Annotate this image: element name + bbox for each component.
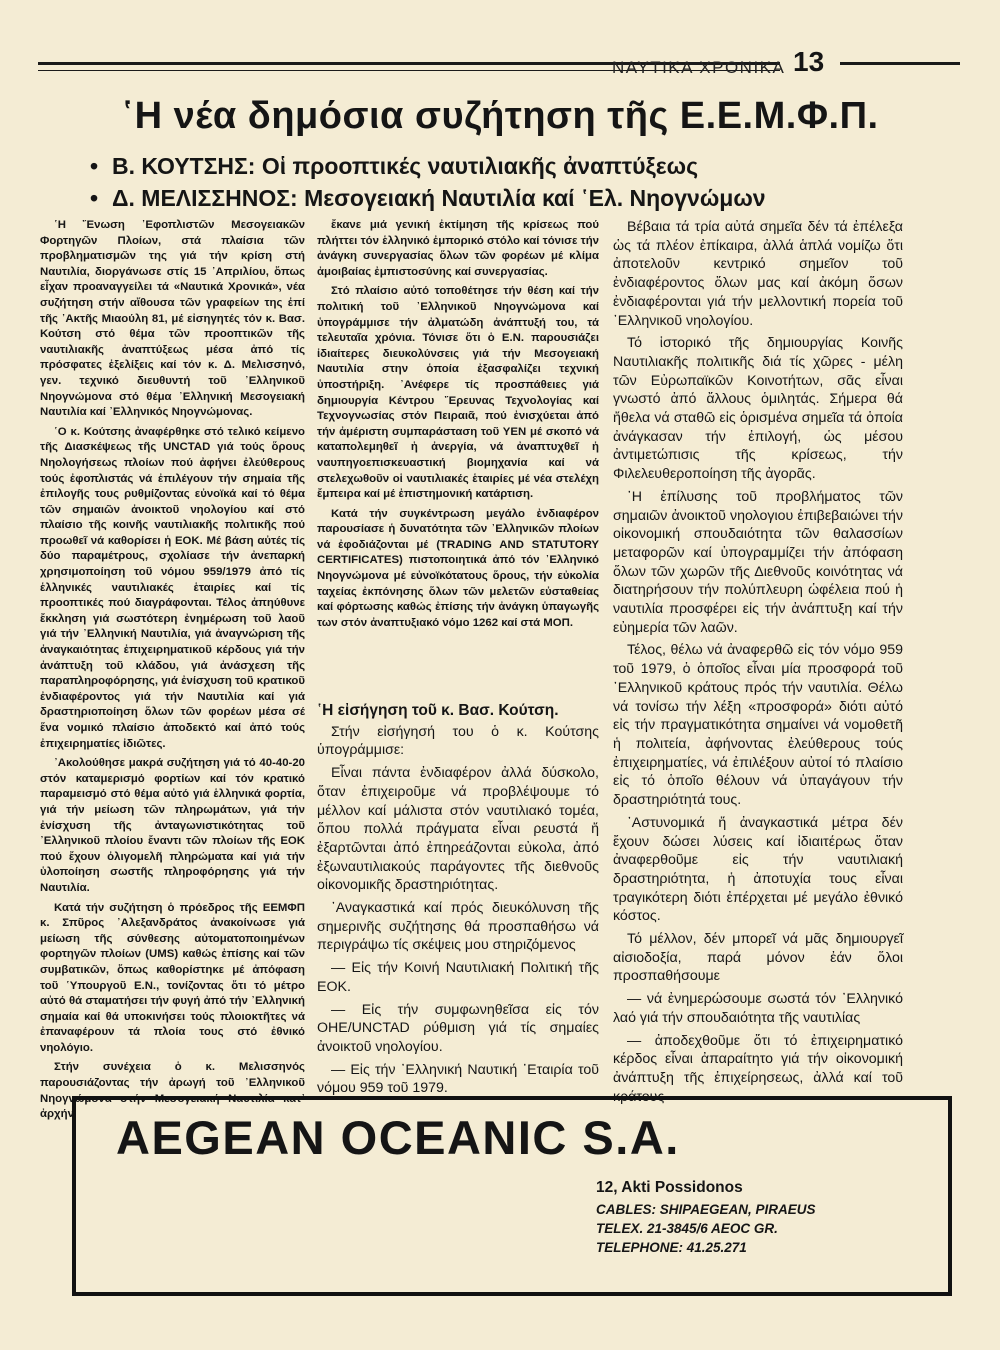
paragraph: Στό πλαίσιο αὐτό τοποθέτησε τήν θέση καί τήν πολιτική τοῦ ᾿Ελληνικοῦ Νηογνώμονα καί ὑπογράμμισε τήν ἀλματώδη ἀνάπτυξή του, τά τελευταῖα χρόνια. Τόνισε ὅτι ὁ Ε.Ν. παρουσιάζει ἰδιαίτερες διευκολύνσεις γιά τήν Μεσογειακή Ναυτιλία στην ὁποία ἐξασφαλίζει τεχνική ὑποστήριξη. ᾿Ανέφερε τίς προσπάθειες γιά δημιουργία Κέντρου ῎Ερευνας Τεχνολογίας καί Τεχνογνωσίας στόν Πειραιᾶ, πού ἐνισχύεται ἀπό τήν ἀμέριστη συμπαράσταση τοῦ ΥΕΝ μέ σκοπό νά καταπολεμηθεῖ ἡ ἀνεργία, νά ἀναπτυχθεῖ ἡ ναυπηγοεπισκευαστική βιομηχανία καί νά στελεχωθοῦν οἱ ναυτιλιακές ἑταιρίες μέ νέα στελέχη ἔμπειρα καί μέ ἐπιστημονική κατάρτιση. — [317, 285, 599, 501]
advertisement-box — [72, 1096, 952, 1296]
speech-section — [317, 702, 599, 1102]
ad-contact-block — [596, 1178, 936, 1257]
paragraph: — Εἰς τήν συμφωνηθεῖσα εἰς τόν OHE/UNCTAD ρύθμιση γιά τίς σημαίες ἀνοικτοῦ νηολογίου. — [317, 1001, 599, 1055]
article-headline: ῾Η νέα δημόσια συζήτηση τῆς Ε.Ε.Μ.Φ.Π. — [121, 95, 879, 137]
ad-company-name: AEGEAN OCEANIC S.A. — [116, 1111, 680, 1164]
paragraph: ἔκανε μιά γενική ἐκτίμηση τῆς κρίσεως πού πλήττει τόν ἑλληνικό ἐμπορικό στόλο καί τόνισε τήν ἀνάγκη συνεργασίας ὅλων τῶν φορέων μέ κλίμα ἀμοιβαίας ἐμπιστοσύνης καί συνεργασίας. — [317, 219, 599, 278]
ad-address: 12, Akti Possidonos — [596, 1179, 743, 1196]
paragraph: — ἀποδεχθοῦμε ὅτι τό ἐπιχειρηματικό κέρδος εἶναι ἀπαραίτητο γιά τήν οἰκονομική ἀνάπτυξη τῆς ἐπιχείρησεως, ἀλλά καί τοῦ κράτους — [613, 1032, 903, 1105]
paragraph: Τό μέλλον, δέν μπορεῖ νά μᾶς δημιουργεῖ αἰσιοδοξία, παρά μόνον ἐάν ὅλοι προσπαθήσουμε — [613, 931, 903, 985]
ad-telephone: TELEPHONE: 41.25.271 — [596, 1240, 747, 1255]
paragraph: Στήν εἰσήγησή του ὁ κ. Κούτσης ὑπογράμμισε: — [317, 723, 599, 759]
header-rule-right — [840, 62, 960, 65]
ad-cables: CABLES: SHIPAEGEAN, PIRAEUS — [596, 1202, 816, 1217]
running-head: ΝΑΥΤΙΚΑ ΧΡΟΝΙΚΑ — [612, 58, 786, 77]
page-number: 13 — [793, 46, 825, 77]
paragraph: — Εἰς τήν Κοινή Ναυτιλιακή Πολιτική τῆς ΕΟΚ. — [317, 960, 599, 995]
paragraph: ᾿Αναγκαστικά καί πρός διευκόλυνση τῆς σημερινῆς συζήτησης θά προσπαθήσω νά περιγράψω τίς σκέψεις μου στηριζόμενος — [317, 900, 599, 954]
paragraph: Κατά τήν συζήτηση ὁ πρόεδρος τῆς ΕΕΜΦΠ κ. Σπῦρος ᾿Αλεξανδράτος ἀνακοίνωσε γιά μείωση τῆς σύνθεσης αὐτοματοποιημένων φορτηγῶν πλοίων (UMS) καθώς ἐπίσης καί τῶν συμβατικῶν, ὅπως καθορίστηκε μέ ἀπόφαση τοῦ ῾Υπουργοῦ Ε.Ν., τονίζοντας ὅτι τό μέτρο αὐτό θά σταματήσει τήν φυγή ἀπό τήν ᾿Ελληνική σημαία καί θά υποκινήσει τούς πλοιοκτῆτες νά ἐπαναφέρουν τά πλοία τους στό ἐθνικό νηολόγιο. — [40, 901, 305, 1054]
paragraph: ᾿Ακολούθησε μακρά συζήτηση γιά τό 40-40-20 στόν καταμερισμό φορτίων καί τόν κρατικό παραμεισμό στό θέμα αὐτό γιά ἑλληνικά φορτία, γιά τήν μείωση τῶν πληρωμάτων, γιά τήν ἐνίσχυση τῆς ἀνταγωνιστικότητας τοῦ ᾿Ελληνικοῦ πλοίου ἔναντι τῶν πλοίων τῆς ΕΟΚ πού ἔχουν ὀλιγομελῆ πληρώματα καί γιά τήν ὑλοποίηση σωστῆς πληροφόρησης γιά τήν Ναυτιλία. — [40, 757, 305, 894]
paragraph: — Εἰς τήν ᾿Ελληνική Ναυτική ᾿Εταιρία τοῦ νόμου 959 τοῦ 1979. — [317, 1061, 599, 1097]
paragraph: ῾Η ῞Ενωση ᾿Εφοπλιστῶν Μεσογειακῶν Φορτηγῶν Πλοίων, στά πλαίσια τῶν προβληματισμῶν της γιά τήν κρίση στή Ναυτιλία, διοργάνωσε στίς 15 ᾿Απριλίου, ὅπως εἶχαν προαναγγείλει τά «Ναυτικά Χρονικά», νέα συζήτηση στήν αἴθουσα τῶν γραφείων της ἐπί τῆς ᾿Ακτῆς Μιαούλη 81, μέ εἰσηγητές τόν κ. Βασ. Κούτση στό θέμα τῶν προοπτικῶν τῆς ναυτιλιακῆς ἀναπτύξεως μέσα ἀπό τίς πρόσφατες ἐξελίξεις καί τόν κ. Δ. Μελισσηνό, γεν. τεχνικό διευθυντή τοῦ ᾿Ελληνικοῦ Νηογνώμονα στό θέμα ᾿Ελληνική Μεσογειακή Ναυτιλία καί ᾿Ελληνικός Νηογνώμονας. — [40, 219, 305, 419]
paragraph: ῾Ο κ. Κούτσης ἀναφέρθηκε στό τελικό κείμενο τῆς Διασκέψεως τῆς UNCTAD γιά τούς ὅρους Νηολογήσεως πλοίων πού ἀφήνει ἐλεύθερους τούς ἐφοπλιστάς νά ἐπιλέγουν τήν σημαία τῆς ἐπιλογῆς τους ρυθμίζοντας εὐνοϊκά καί τό θέμα τῶν σημαιῶν ἀνοικτοῦ νηολογίου καί στό πλαίσιο τῆς κοινῆς ναυτιλιακῆς πολιτικῆς πού προωθεῖ νά καθορίσει ἡ ΕΟΚ. Μέ βάση αὐτές τίς δύο παραμέτρους, σχολίασε τήν ἀνεπαρκή χρησιμοποίηση τοῦ νόμου 959/1979 ἀπό τίς ἑλληνικές ναυτιλιακές ἑταιρίες καί τίς προοπτικές πού διαγράφονται. Τέλος ἀπηύθυνε ἔκκληση γιά σωστότερη ἐνημέρωση τοῦ λαοῦ γιά τήν ᾿Ελληνική Ναυτιλία, γιά ἀναγνώριση τῆς ἀναγκαιότητας ἐπιχειρηματικοῦ κέρδους γιά τήν ἀνάπτυξη τοῦ κλάδου, γιά ἀνάσχεση τῆς παραπληροφόρησης, γιά ἐνίσχυση τοῦ κρατικοῦ ἐνδιαφέροντος γιά τήν Ναυτιλία καί γιά δραστηριοποίηση ὅλων τῶν φορέων μέσα σέ ἕνα νομικό πλαίσιο ἀποδεκτό καί ἀπό τούς ἐπιχειρηματίες ἰδιῶτες. — [40, 425, 305, 750]
article-column-3 — [613, 218, 903, 1110]
bullet-icon: • — [90, 153, 99, 179]
paragraph: Τό ἱστορικό τῆς δημιουργίας Κοινῆς Ναυτιλιακῆς πολιτικῆς διά τίς χῶρες - μέλη τῶν Εὐρωπαϊκῶν Κοινοτήτων, σᾶς εἶναι γνωστό ἀπό ἄλλους ὁμιλητάς. Σήμερα θά ἤθελα νά σταθῶ εἰς ὁρισμένα σημεῖα τά ὁποία ἀνάγκασαν τήν ἐπιλογή, ὡς μέσου ἀντιμετώπισις τῆς κρίσεως, τήν Φιλελευθεροποίηση τῆς ἀγορᾶς. — [613, 335, 903, 483]
paragraph: Κατά τήν συγκέντρωση μεγάλο ἐνδιαφέρον παρουσίασε ἡ δυνατότητα τῶν ᾿Ελληνικῶν πλοίων νά ἐφοδιάζονται μέ (TRADING AND STATUTORY CERTIFICATES) πιστοποιητικά ἀπό τόν ᾿Ελληνικό Νηογνώμονα μέ εὐνοϊκότατους ὅρους, τήν εὐκολία ταχείας ἐκπόνησης ὅλων τῶν μελετῶν εὐσταθείας καί φόρτωσης καθώς ἐπίσης τήν ἀνάγκη ὑπαγωγῆς των στόν ἀναπτυξιακό νόμο 1262 καί στά ΜΟΠ. — [317, 507, 599, 629]
bullet-icon: • — [90, 185, 99, 211]
section-title: ῾Η εἰσήγηση τοῦ κ. Βασ. Κούτση. — [317, 702, 559, 719]
subhead-text: Δ. ΜΕΛΙΣΣΗΝΟΣ: Μεσογειακή Ναυτιλία καί ῾Ελ. Νηογνώμων — [112, 185, 766, 211]
paragraph: — νά ἐνημερώσουμε σωστά τόν ᾿Ελληνικό λαό γιά τήν σπουδαιότητα τῆς ναυτιλίας — [613, 991, 903, 1026]
subhead-melissinos — [90, 185, 960, 212]
subhead-text: Β. ΚΟΥΤΣΗΣ: Οἱ προοπτικές ναυτιλιακῆς ἀναπτύξεως — [112, 153, 699, 179]
paragraph: Εἶναι πάντα ἐνδιαφέρον ἀλλά δύσκολο, ὅταν ἐπιχειροῦμε νά προβλέψουμε τό μέλλον καί μάλιστα στόν ναυτιλιακό τομέα, ὅπου πολλά πράγματα εἶναι ρευστά ἤ ἐξαρτῶνται ἀπό ἐπηρεάζονται εὐκολα, ἀπό ἐξωναυτιλιακούς παράγοντες τῆς διεθνοῦς οἰκονομικῆς δραστηριότητας. — [317, 765, 599, 894]
paragraph: ᾿Αστυνομικά ἤ ἀναγκαστικά μέτρα δέν ἔχουν δώσει λύσεις καί ἰδιαιτέρως ὅταν ἀναφερθοῦμε εἰς τήν ναυτιλιακή δραστηριότητα, ἡ ἀποτυχία τους εἶναι τραγικότερη διότι ἐπέρχεται μέ μεγάλο ἐθνικό κόστος. — [613, 814, 903, 925]
paragraph: Βέβαια τά τρία αὐτά σημεῖα δέν τά ἐπέλεξα ὡς τά πλέον ἐπίκαιρα, ἀλλά ἁπλά νομίζω ὅτι ἀποτελοῦν κεντρικό σημεῖον τοῦ ἐνδιαφέροντος ὅλων μας καί ἀκόμη ὅσων ἐνδιαφέρονται γιά τήν μελλοντική πορεία τοῦ ᾿Ελληνικοῦ νηολογίου. — [613, 219, 903, 329]
paragraph: Στήν συνέχεια ὁ κ. Μελισσηνός παρουσιάζοντας τήν ἀρωγή τοῦ ᾿Ελληνικοῦ Νηογνώμονα στήν Μεσογειακή Ναυτιλία κατ᾿ ἀρχήν — [40, 1061, 305, 1121]
article-column-2 — [317, 218, 599, 635]
article-column-1 — [40, 218, 305, 1127]
paragraph: ῾Η ἐπίλυσης τοῦ προβλήματος τῶν σημαιῶν ἀνοικτοῦ νηολογιου ἐπιβεβαιώνει τήν οἰκονομική σπουδαιότητα τῶν θαλασσίων μεταφορῶν καί ὑπογραμμίζει τήν ἀπόφαση ὅλων τῶν χωρῶν τῆς Διεθνοῦς κοινότητας νά διατηρήσουν τήν πολύπλευρη ὠφέλεια πού ἡ ναυτιλία προσφέρει εἰς τήν ἀνάπτυξη καί τήν εὐημερία τῶν λαῶν. — [613, 488, 903, 636]
subhead-koutsis — [90, 153, 960, 180]
ad-telex: TELEX. 21-3845/6 AEOC GR. — [596, 1221, 778, 1236]
paragraph: Τέλος, θέλω νά ἀναφερθῶ εἰς τόν νόμο 959 τοῦ 1979, ὁ ὁποῖος εἶναι μία προσφορά τοῦ ᾿Ελληνικοῦ κράτους πρός τήν ναυτιλία. Θέλω νά τονίσω τήν λέξη «προσφορά» διότι αὐτό εἰς τήν πραγματικότητα σημαίνει νά νομοθετῆ ἡ πολιτεία, ἀφήνοντας ἐλεύθερους τούς ἐπιχειρηματίες, νά ἐπιλέξουν αὐτοί τό πλαίσιο εἰς τό ὁποῖο θέλουν νά ὑπαγάγουν τήν δραστηριότητά τους. — [613, 642, 903, 809]
